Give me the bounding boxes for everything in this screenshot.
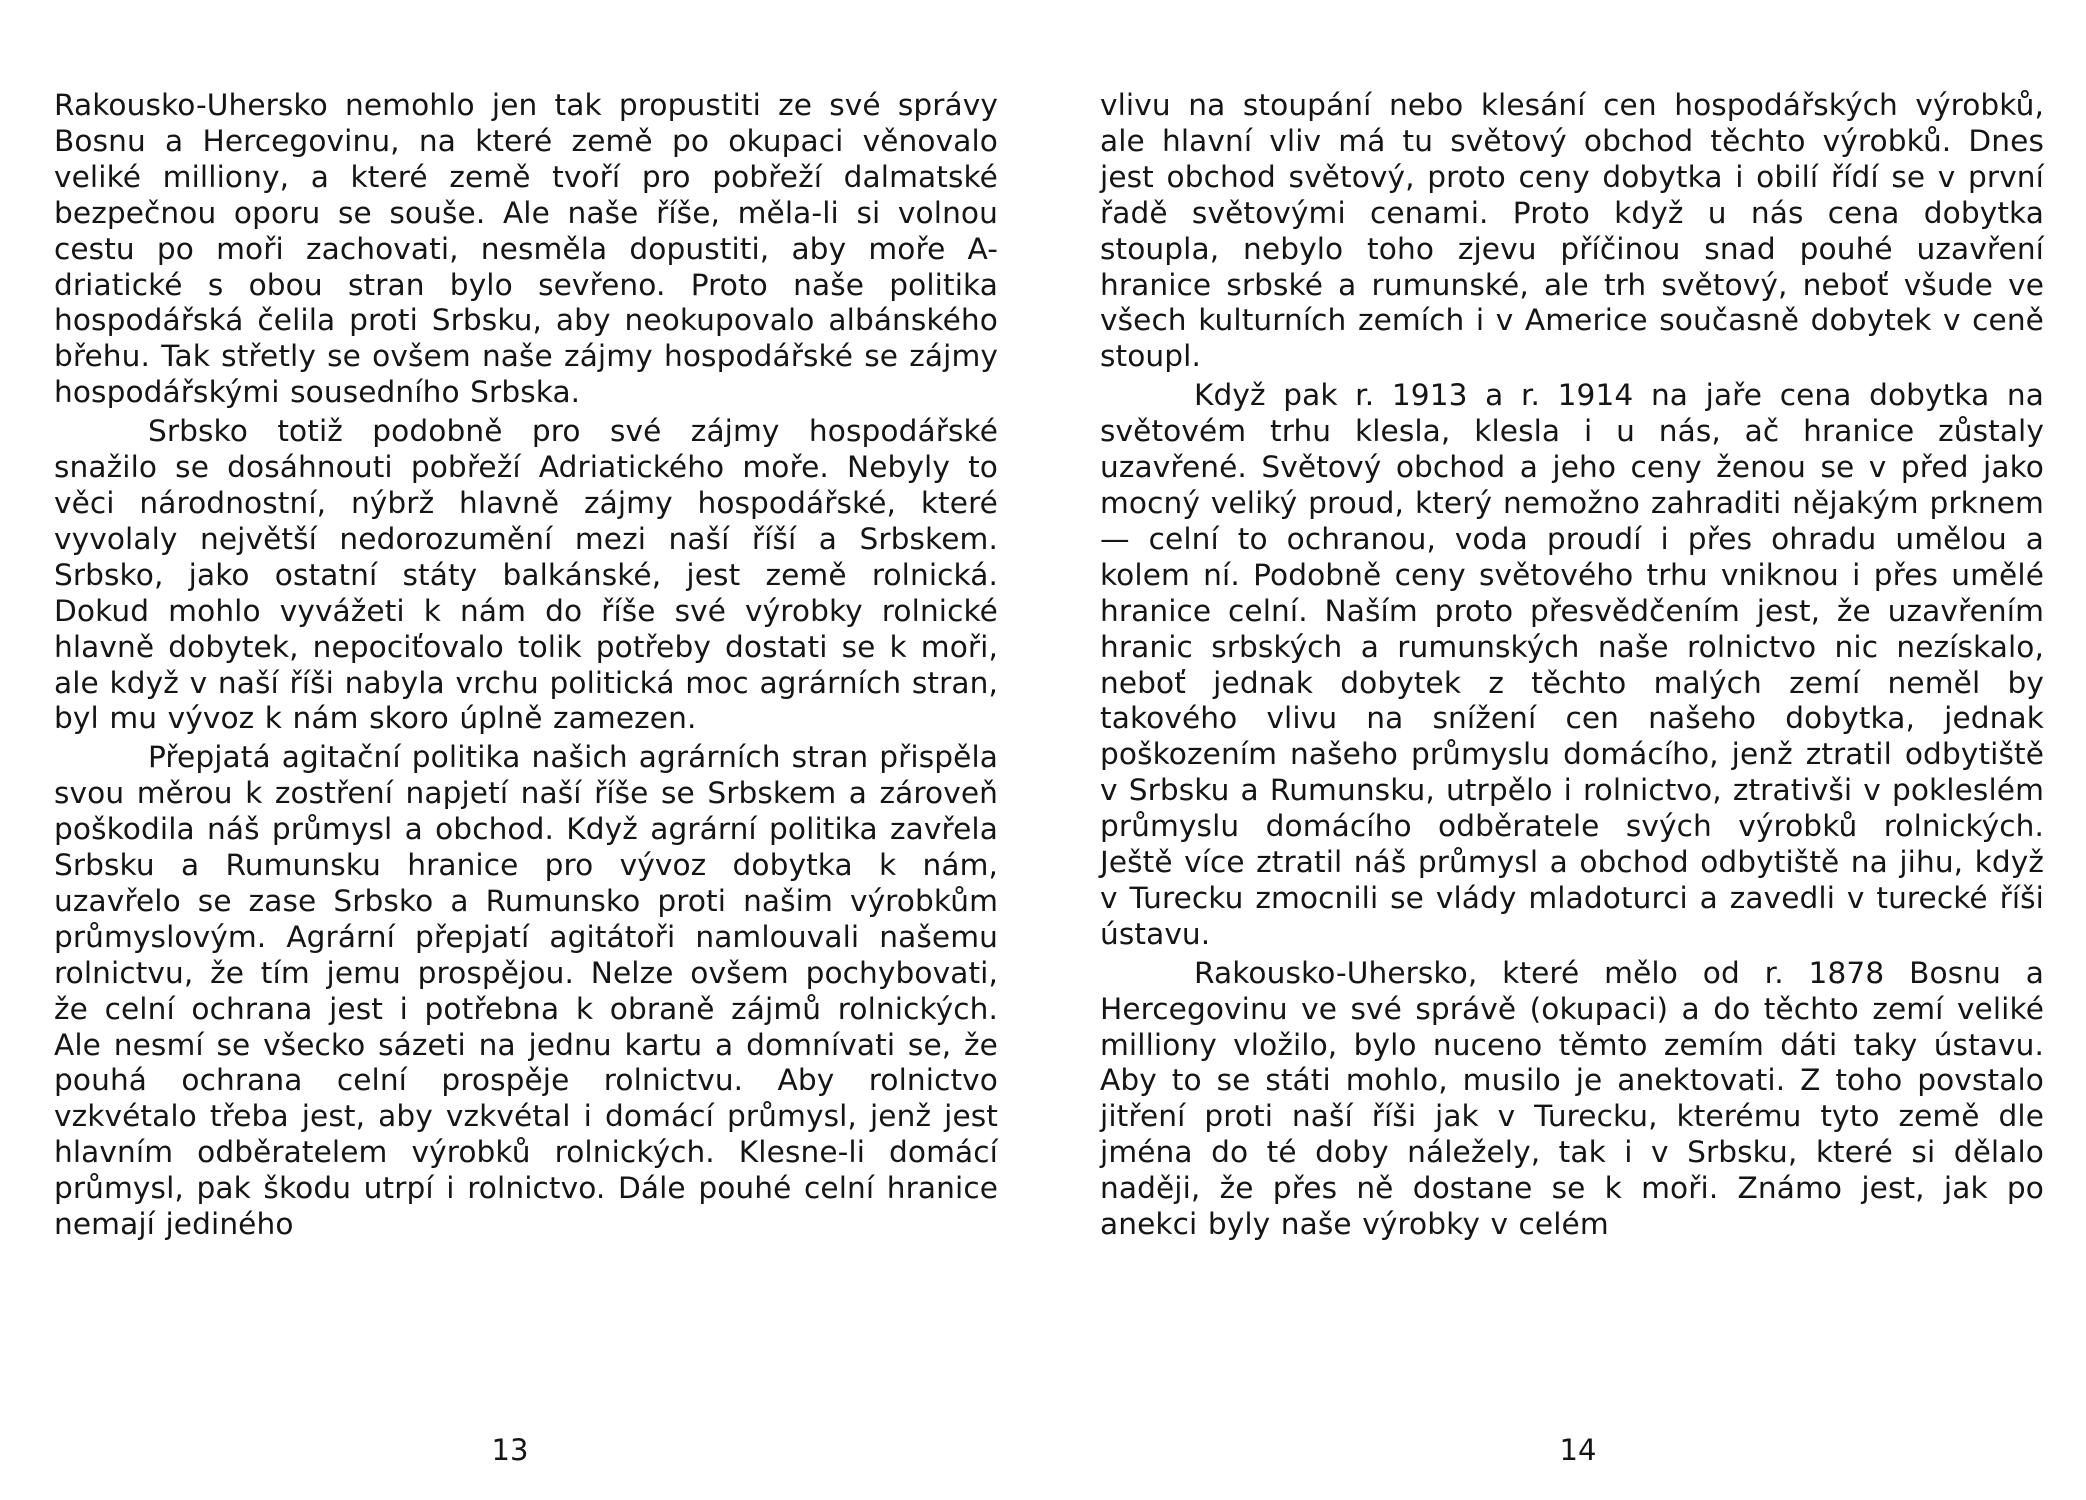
page-number-right: 14 <box>1559 1433 1597 1467</box>
paragraph: Rakousko-Uhersko nemohlo jen tak propustiti ze své správy Bosnu a Hercegovinu, na které země po okupaci věnovalo veliké milliony, a které země tvoří pro pobřeží dalmatské bezpečnou oporu se souše. Ale naše říše, měla-li si volnou cestu po moři zachovati, nesměla dopustiti, aby moře A-driatické s obou stran bylo sevřeno. Proto naše politika hospodářská čelila proti Srbsku, aby neokupovalo albánského břehu. Tak střetly se ovšem naše zájmy hospodářské se zájmy hospodářskými sousedního Srbska. <box>54 88 998 410</box>
paragraph: Srbsko totiž podobně pro své zájmy hospodářské snažilo se dosáhnouti pobřeží Adriatického moře. Nebyly to věci národnostní, nýbrž hlavně zájmy hospodářské, které vyvolaly největší nedorozumění mezi naší říší a Srbskem. Srbsko, jako ostatní státy balkánské, jest země rolnická. Dokud mohlo vyvážeti k nám do říše své výrobky rolnické hlavně dobytek, nepociťovalo tolik potřeby dostati se k moři, ale když v naší říši nabyla vrchu politická moc agrárních stran, byl mu vývoz k nám skoro úplně zamezen. <box>54 414 998 736</box>
paragraph: Rakousko-Uhersko, které mělo od r. 1878 Bosnu a Hercegovinu ve své správě (okupaci) a do těchto zemí veliké milliony vložilo, bylo nuceno těmto zemím dáti taky ústavu. Aby to se státi mohlo, musilo je anektovati. Z toho povstalo jitření proti naší říši jak v Turecku, kterému tyto země dle jména do té doby náležely, tak i v Srbsku, které si dělalo naději, že přes ně dostane se k moři. Známo jest, jak po anekci byly naše výrobky v celém <box>1100 955 2044 1242</box>
left-page <box>54 88 998 1243</box>
page-number-left: 13 <box>491 1433 529 1467</box>
paragraph: Když pak r. 1913 a r. 1914 na jaře cena dobytka na světovém trhu klesla, klesla i u nás, ač hranice zůstaly uzavřené. Světový obchod a jeho ceny ženou se v před jako mocný veliký proud, který nemožno zahraditi nějakým prknem — celní to ochranou, voda proudí i přes ohradu umělou a kolem ní. Podobně ceny světového trhu vniknou i přes umělé hranice celní. Naším proto přesvědčením jest, že uzavřením hranic srbských a rumunských naše rolnictvo nic nezískalo, neboť jednak dobytek z těchto malých zemí neměl by takového vlivu na snížení cen našeho dobytka, jednak poškozením našeho průmyslu domácího, jenž ztratil odbytiště v Srbsku a Rumunsku, utrpělo i rolnictvo, ztrativši v pokleslém průmyslu domácího odběratele svých výrobků rolnických. Ještě více ztratil náš průmysl a obchod odbytiště na jihu, když v Turecku zmocnili se vlády mladoturci a zavedli v turecké říši ústavu. <box>1100 378 2044 951</box>
paragraph: Přepjatá agitační politika našich agrárních stran přispěla svou měrou k zostření napjetí naší říše se Srbskem a zároveň poškodila náš průmysl a obchod. Když agrární politika zavřela Srbsku a Rumunsku hranice pro vývoz dobytka k nám, uzavřelo se zase Srbsko a Rumunsko proti našim výrobkům průmyslovým. Agrární přepjatí agitátoři namlouvali našemu rolnictvu, že tím jemu prospějou. Nelze ovšem pochybovati, že celní ochrana jest i potřebna k obraně zájmů rolnických. Ale nesmí se všecko sázeti na jednu kartu a domnívati se, že pouhá ochrana celní prospěje rolnictvu. Aby rolnictvo vzkvétalo třeba jest, aby vzkvétal i domácí průmysl, jenž jest hlavním odběratelem výrobků rolnických. Klesne-li domácí průmysl, pak škodu utrpí i rolnictvo. Dále pouhé celní hranice nemají jediného <box>54 740 998 1242</box>
right-page <box>1100 88 2044 1243</box>
paragraph: vlivu na stoupání nebo klesání cen hospodářských výrobků, ale hlavní vliv má tu světový obchod těchto výrobků. Dnes jest obchod světový, proto ceny dobytka i obilí řídí se v první řadě světovými cenami. Proto když u nás cena dobytka stoupla, nebylo toho zjevu příčinou snad pouhé uzavření hranice srbské a rumunské, ale trh světový, neboť všude ve všech kulturních zemích i v Americe současně dobytek v ceně stoupl. <box>1100 88 2044 374</box>
